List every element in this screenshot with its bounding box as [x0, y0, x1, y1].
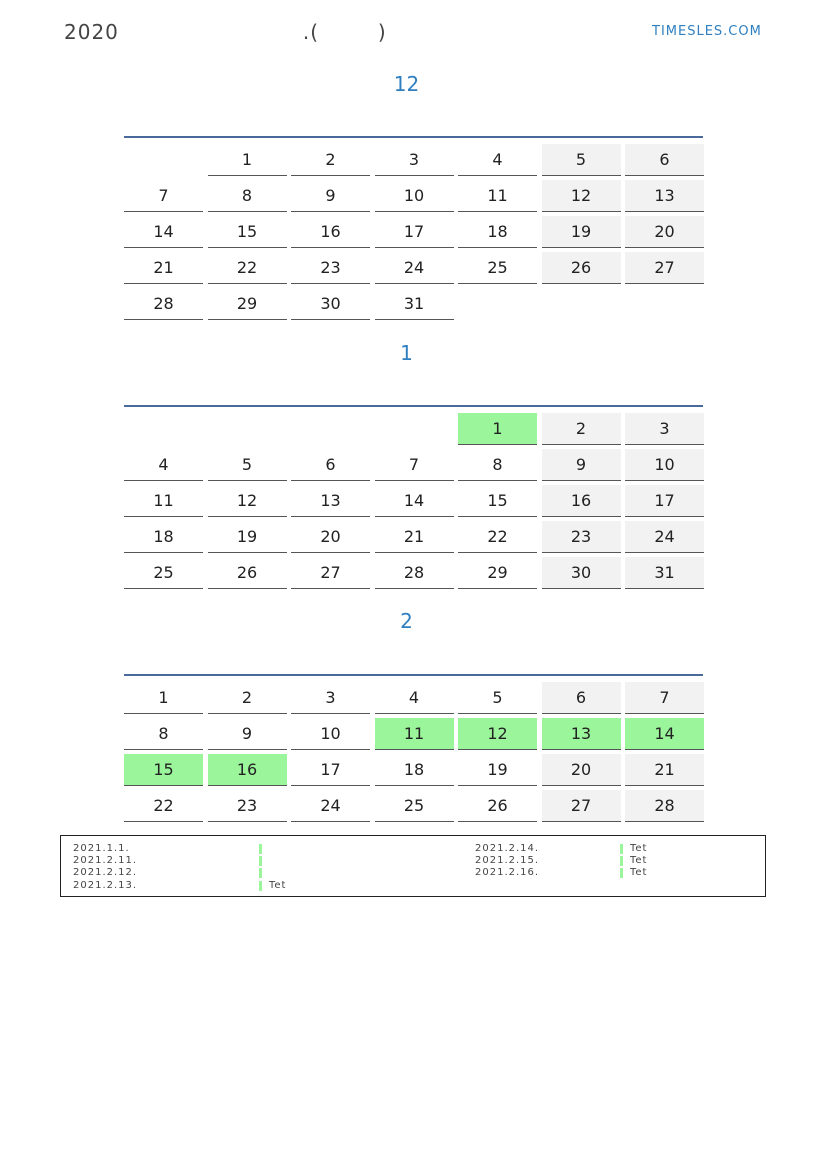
day-cell[interactable]: 18	[458, 216, 537, 248]
holiday-day-cell[interactable]: 12	[458, 718, 537, 750]
day-cell[interactable]: 11	[458, 180, 537, 212]
day-cell[interactable]: 8	[458, 449, 537, 481]
day-cell[interactable]: 12	[208, 485, 287, 517]
empty-cell	[625, 288, 704, 320]
legend-date: 2021.2.13.	[73, 880, 138, 891]
legend-date: 2021.2.15.	[475, 855, 540, 866]
weekend-day-cell[interactable]: 19	[542, 216, 621, 248]
day-cell[interactable]: 10	[375, 180, 454, 212]
day-cell[interactable]: 15	[458, 485, 537, 517]
empty-cell	[124, 413, 203, 445]
day-cell[interactable]: 8	[208, 180, 287, 212]
empty-cell	[375, 413, 454, 445]
day-cell[interactable]: 7	[375, 449, 454, 481]
day-cell[interactable]: 22	[208, 252, 287, 284]
weekend-day-cell[interactable]: 9	[542, 449, 621, 481]
day-cell[interactable]: 26	[458, 790, 537, 822]
empty-cell	[124, 144, 203, 176]
day-cell[interactable]: 23	[208, 790, 287, 822]
empty-cell	[542, 288, 621, 320]
legend-date: 2021.2.16.	[475, 867, 540, 878]
day-cell[interactable]: 17	[375, 216, 454, 248]
calendar-december	[124, 136, 703, 320]
day-cell[interactable]: 2	[208, 682, 287, 714]
day-cell[interactable]: 24	[375, 252, 454, 284]
weekend-day-cell[interactable]: 21	[625, 754, 704, 786]
calendar-january	[124, 405, 703, 589]
day-cell[interactable]: 29	[208, 288, 287, 320]
empty-cell	[458, 288, 537, 320]
holiday-day-cell[interactable]: 11	[375, 718, 454, 750]
day-cell[interactable]: 30	[291, 288, 370, 320]
page-title: 2020 .( )	[64, 20, 387, 44]
legend-date: 2021.2.14.	[475, 843, 540, 854]
day-cell[interactable]: 1	[208, 144, 287, 176]
empty-cell	[208, 413, 287, 445]
day-cell[interactable]: 27	[291, 557, 370, 589]
weekend-day-cell[interactable]: 26	[542, 252, 621, 284]
weekend-day-cell[interactable]: 10	[625, 449, 704, 481]
day-cell[interactable]: 21	[375, 521, 454, 553]
day-cell[interactable]: 21	[124, 252, 203, 284]
holiday-day-cell[interactable]: 13	[542, 718, 621, 750]
day-cell[interactable]: 14	[124, 216, 203, 248]
weekend-day-cell[interactable]: 16	[542, 485, 621, 517]
calendar-grid	[124, 138, 703, 320]
legend-name: Tet	[630, 843, 648, 854]
weekend-day-cell[interactable]: 20	[625, 216, 704, 248]
weekend-day-cell[interactable]: 5	[542, 144, 621, 176]
weekend-day-cell[interactable]: 3	[625, 413, 704, 445]
month-title-january: 1	[400, 341, 413, 365]
weekend-day-cell[interactable]: 6	[625, 144, 704, 176]
holiday-day-cell[interactable]: 16	[208, 754, 287, 786]
holiday-marker	[620, 868, 623, 878]
weekend-day-cell[interactable]: 31	[625, 557, 704, 589]
day-cell[interactable]: 17	[291, 754, 370, 786]
day-cell[interactable]: 22	[458, 521, 537, 553]
holiday-legend	[60, 835, 766, 897]
holiday-day-cell[interactable]: 1	[458, 413, 537, 445]
day-cell[interactable]: 26	[208, 557, 287, 589]
day-cell[interactable]: 4	[124, 449, 203, 481]
day-cell[interactable]: 3	[375, 144, 454, 176]
day-cell[interactable]: 9	[208, 718, 287, 750]
weekend-day-cell[interactable]: 7	[625, 682, 704, 714]
holiday-day-cell[interactable]: 15	[124, 754, 203, 786]
weekend-day-cell[interactable]: 27	[625, 252, 704, 284]
day-cell[interactable]: 2	[291, 144, 370, 176]
holiday-marker	[259, 868, 262, 878]
weekend-day-cell[interactable]: 27	[542, 790, 621, 822]
day-cell[interactable]: 4	[458, 144, 537, 176]
legend-name: Tet	[269, 880, 287, 891]
weekend-day-cell[interactable]: 24	[625, 521, 704, 553]
calendar-grid	[124, 676, 703, 822]
day-cell[interactable]: 8	[124, 718, 203, 750]
weekend-day-cell[interactable]: 28	[625, 790, 704, 822]
day-cell[interactable]: 25	[375, 790, 454, 822]
day-cell[interactable]: 19	[208, 521, 287, 553]
day-cell[interactable]: 5	[208, 449, 287, 481]
weekend-day-cell[interactable]: 13	[625, 180, 704, 212]
day-cell[interactable]: 3	[291, 682, 370, 714]
day-cell[interactable]: 6	[291, 449, 370, 481]
weekend-day-cell[interactable]: 12	[542, 180, 621, 212]
day-cell[interactable]: 16	[291, 216, 370, 248]
day-cell[interactable]: 10	[291, 718, 370, 750]
legend-date: 2021.2.12.	[73, 867, 138, 878]
day-cell[interactable]: 14	[375, 485, 454, 517]
day-cell[interactable]: 13	[291, 485, 370, 517]
weekend-day-cell[interactable]: 2	[542, 413, 621, 445]
day-cell[interactable]: 18	[124, 521, 203, 553]
weekend-day-cell[interactable]: 6	[542, 682, 621, 714]
calendar-grid	[124, 407, 703, 589]
weekend-day-cell[interactable]: 20	[542, 754, 621, 786]
day-cell[interactable]: 25	[458, 252, 537, 284]
day-cell[interactable]: 31	[375, 288, 454, 320]
day-cell[interactable]: 15	[208, 216, 287, 248]
day-cell[interactable]: 9	[291, 180, 370, 212]
weekend-day-cell[interactable]: 17	[625, 485, 704, 517]
legend-date: 2021.2.11.	[73, 855, 138, 866]
legend-name: Tet	[630, 867, 648, 878]
site-link[interactable]: TIMESLES.COM	[652, 24, 762, 39]
day-cell[interactable]: 19	[458, 754, 537, 786]
day-cell[interactable]: 28	[124, 288, 203, 320]
day-cell[interactable]: 11	[124, 485, 203, 517]
legend-name: Tet	[630, 855, 648, 866]
day-cell[interactable]: 25	[124, 557, 203, 589]
day-cell[interactable]: 4	[375, 682, 454, 714]
holiday-marker	[259, 844, 262, 854]
day-cell[interactable]: 1	[124, 682, 203, 714]
month-title-december: 12	[393, 72, 420, 96]
empty-cell	[291, 413, 370, 445]
holiday-marker	[620, 856, 623, 866]
day-cell[interactable]: 7	[124, 180, 203, 212]
holiday-marker	[259, 856, 262, 866]
day-cell[interactable]: 20	[291, 521, 370, 553]
holiday-day-cell[interactable]: 14	[625, 718, 704, 750]
holiday-marker	[620, 844, 623, 854]
holiday-marker	[259, 881, 262, 891]
day-cell[interactable]: 18	[375, 754, 454, 786]
day-cell[interactable]: 23	[291, 252, 370, 284]
calendar-february	[124, 674, 703, 822]
day-cell[interactable]: 28	[375, 557, 454, 589]
legend-date: 2021.1.1.	[73, 843, 130, 854]
day-cell[interactable]: 24	[291, 790, 370, 822]
month-title-february: 2	[400, 609, 413, 633]
day-cell[interactable]: 5	[458, 682, 537, 714]
weekend-day-cell[interactable]: 23	[542, 521, 621, 553]
weekend-day-cell[interactable]: 30	[542, 557, 621, 589]
day-cell[interactable]: 22	[124, 790, 203, 822]
day-cell[interactable]: 29	[458, 557, 537, 589]
